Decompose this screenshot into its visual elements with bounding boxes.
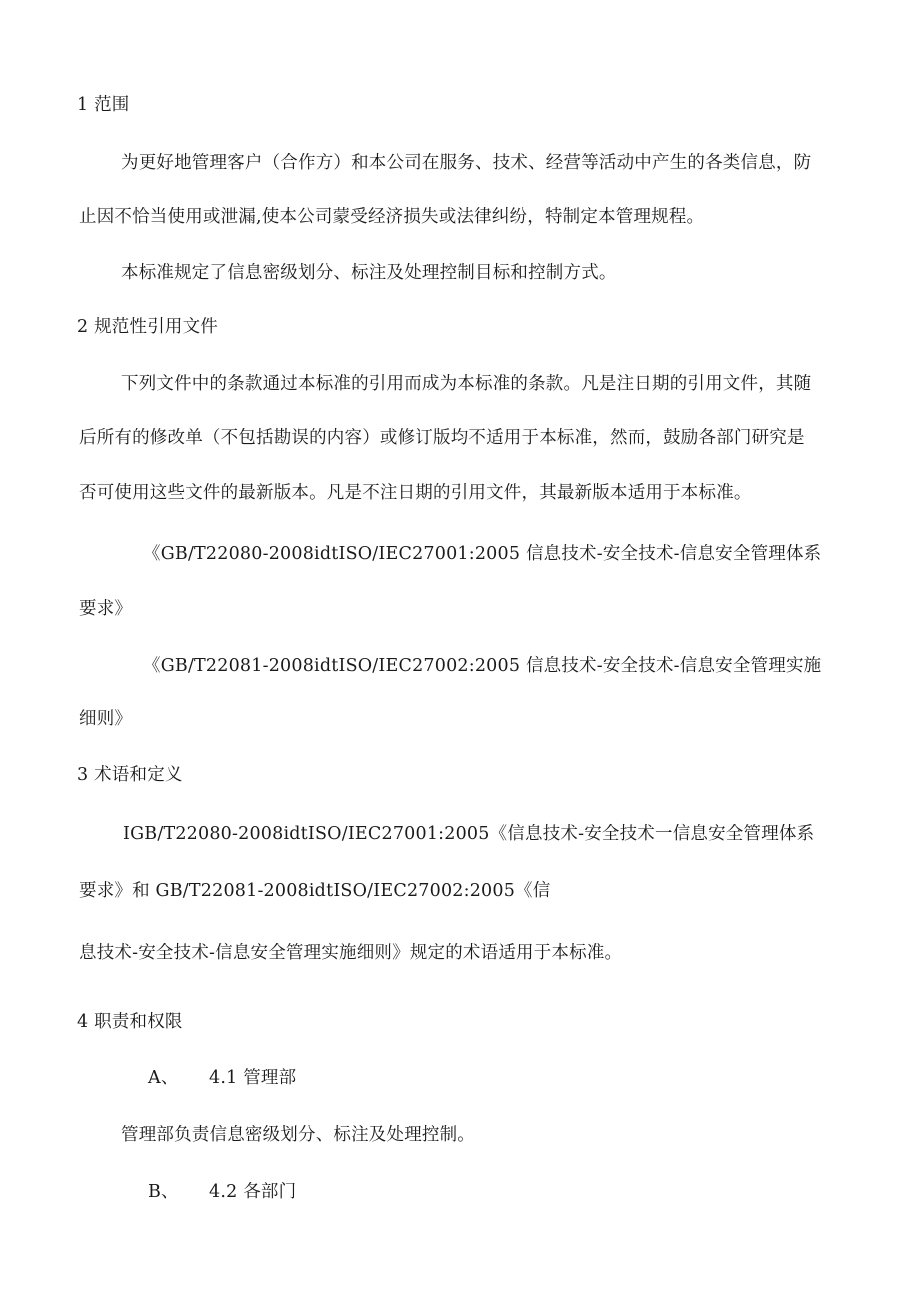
section-1-para-1-line-1: 为更好地管理客户（合作方）和本公司在服务、技术、经营等活动中产生的各类信息，防 xyxy=(121,153,812,173)
subsection-4-1-letter: A、 xyxy=(148,1068,179,1088)
section-2-para-line-1: 下列文件中的条款通过本标准的引用而成为本标准的条款。凡是注日期的引用文件，其随 xyxy=(121,374,812,394)
section-1-para-2: 本标准规定了信息密级划分、标注及处理控制目标和控制方式。 xyxy=(121,263,617,283)
section-2-para-line-3: 否可使用这些文件的最新版本。凡是不注日期的引用文件，其最新版本适用于本标准。 xyxy=(79,483,752,503)
section-2-heading: 2 规范性引用文件 xyxy=(77,317,218,337)
section-3-line-3: 息技术-安全技术-信息安全管理实施细则》规定的术语适用于本标准。 xyxy=(79,943,623,963)
subsection-4-2-letter: B、 xyxy=(148,1182,179,1202)
subsection-4-2-title: 4.2 各部门 xyxy=(209,1182,297,1202)
section-1-heading: 1 范围 xyxy=(77,95,130,115)
subsection-4-1-body: 管理部负责信息密级划分、标注及处理控制。 xyxy=(121,1125,475,1145)
reference-1-line-1: 《GB/T22080-2008idtISO/IEC27001:2005 信息技术-安全技术-信息安全管理体系 xyxy=(143,544,822,564)
section-1-para-1-line-2: 止因不恰当使用或泄漏,使本公司蒙受经济损失或法律纠纷，特制定本管理规程。 xyxy=(79,207,705,227)
section-3-line-1: IGB/T22080-2008idtISO/IEC27001:2005《信息技术-安全技术一信息安全管理体系 xyxy=(123,824,815,844)
section-4-heading: 4 职责和权限 xyxy=(77,1012,183,1032)
subsection-4-1-title: 4.1 管理部 xyxy=(209,1068,297,1088)
reference-2-line-1: 《GB/T22081-2008idtISO/IEC27002:2005 信息技术-安全技术-信息安全管理实施 xyxy=(143,656,822,676)
reference-2-line-2: 细则》 xyxy=(79,709,133,729)
section-2-para-line-2: 后所有的修改单（不包括勘误的内容）或修订版均不适用于本标准，然而，鼓励各部门研究是 xyxy=(79,428,805,448)
reference-1-line-2: 要求》 xyxy=(79,599,133,619)
section-3-heading: 3 术语和定义 xyxy=(77,765,183,785)
section-3-line-2: 要求》和 GB/T22081-2008idtISO/IEC27002:2005《信 xyxy=(79,881,551,901)
